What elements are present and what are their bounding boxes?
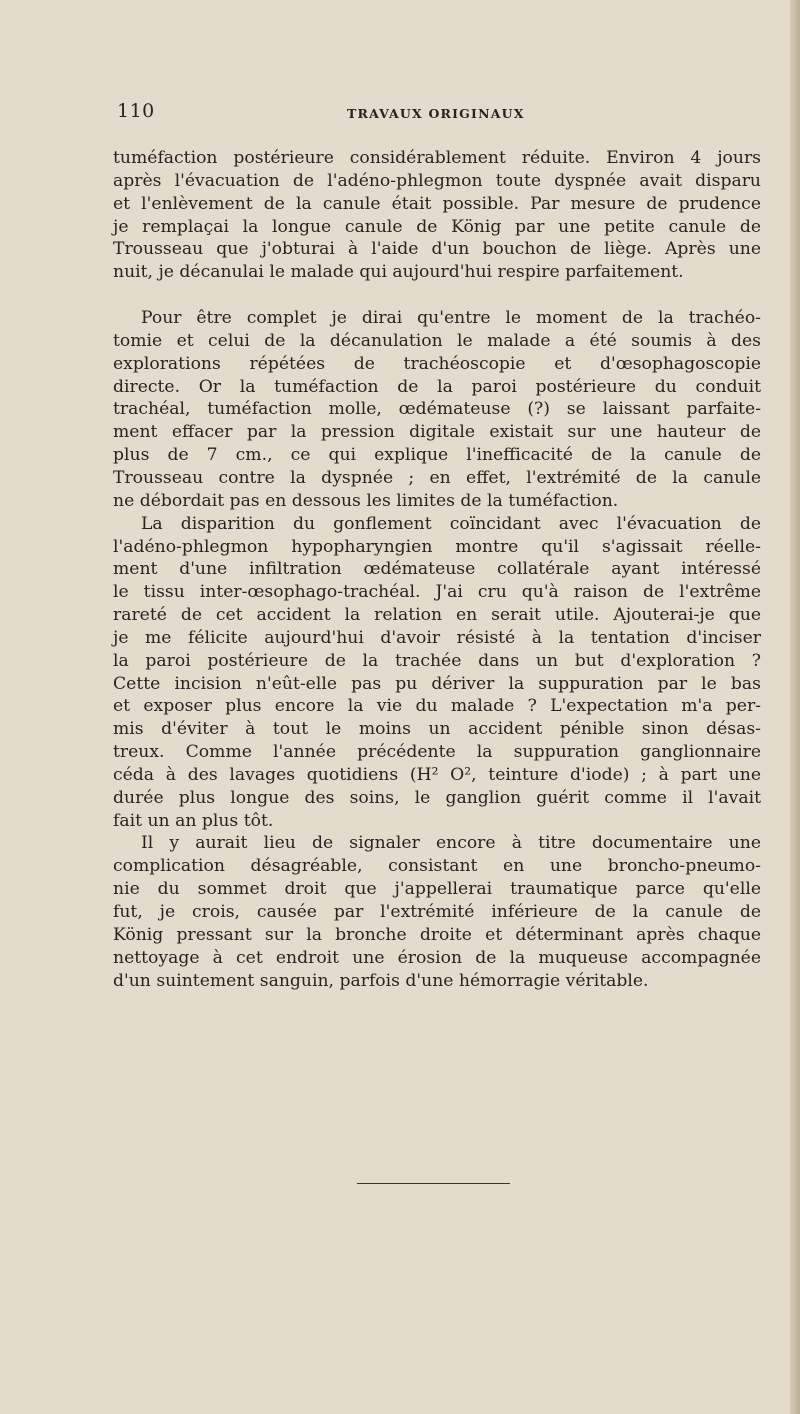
- paragraph: [113, 307, 761, 513]
- text-line: la paroi postérieure de la trachée dans un but d'exploration ?: [113, 650, 761, 671]
- paragraph: [113, 147, 761, 284]
- text-line: d'un suintement sanguin, parfois d'une hémorragie véritable.: [113, 970, 649, 991]
- text-line: l'adéno-phlegmon hypopharyngien montre qu'il s'agissait réelle-: [113, 536, 761, 557]
- text-line: rareté de cet accident la relation en serait utile. Ajouterai-je que: [113, 605, 761, 626]
- text-line: et l'enlèvement de la canule était possible. Par mesure de prudence: [113, 193, 761, 214]
- paragraph: [113, 513, 761, 833]
- text-line: König pressant sur la bronche droite et déterminant après chaque: [113, 924, 761, 945]
- text-line: Il y aurait lieu de signaler encore à titre documentaire une: [141, 833, 761, 854]
- text-line: durée plus longue des soins, le ganglion guérit comme il l'avait: [113, 787, 761, 808]
- scan-edge-shadow: [790, 0, 800, 1414]
- text-line: tuméfaction postérieure considérablement réduite. Environ 4 jours: [113, 148, 761, 168]
- text-line: le tissu inter-œsophago-trachéal. J'ai cru qu'à raison de l'extrême: [113, 582, 761, 603]
- body-text: [113, 147, 761, 992]
- text-line: plus de 7 cm., ce qui explique l'inefficacité de la canule de: [113, 445, 761, 466]
- text-line: céda à des lavages quotidiens (H² O², teinture d'iode) ; à part une: [113, 764, 761, 785]
- page-header: [117, 100, 762, 130]
- text-line: La disparition du gonflement coïncidant avec l'évacuation de: [141, 513, 761, 534]
- text-line: Trousseau contre la dyspnée ; en effet, l'extrémité de la canule: [113, 467, 761, 488]
- text-line: explorations répétées de trachéoscopie et d'œsophagoscopie: [113, 353, 761, 374]
- text-line: après l'évacuation de l'adéno-phlegmon toute dyspnée avait disparu: [113, 170, 761, 191]
- text-line: nettoyage à cet endroit une érosion de la muqueuse accompagnée: [113, 947, 761, 968]
- text-line: Trousseau que j'obturai à l'aide d'un bouchon de liège. Après une: [113, 239, 761, 260]
- running-title: TRAVAUX ORIGINAUX: [347, 106, 525, 121]
- section-end-rule: [357, 1183, 510, 1184]
- paragraph: [113, 832, 761, 992]
- text-line: je remplaçai la longue canule de König par une petite canule de: [113, 216, 761, 237]
- text-line: et exposer plus encore la vie du malade ? L'expectation m'a per-: [113, 696, 761, 717]
- text-line: complication désagréable, consistant en une broncho-pneumo-: [113, 856, 761, 877]
- text-line: ment effacer par la pression digitale existait sur une hauteur de: [113, 422, 761, 443]
- text-line: Pour être complet je dirai qu'entre le moment de la trachéo-: [141, 308, 761, 329]
- text-line: Cette incision n'eût-elle pas pu dériver la suppuration par le bas: [113, 673, 761, 694]
- page-number: 110: [117, 100, 155, 122]
- text-line: ment d'une infiltration œdémateuse collatérale ayant intéressé: [113, 559, 761, 580]
- text-line: directe. Or la tuméfaction de la paroi postérieure du conduit: [113, 376, 761, 397]
- text-line: nuit, je décanulai le malade qui aujourd'hui respire parfaitement.: [113, 262, 684, 283]
- text-line: trachéal, tuméfaction molle, œdémateuse (?) se laissant parfaite-: [113, 399, 761, 420]
- text-line: treux. Comme l'année précédente la suppuration ganglionnaire: [113, 742, 761, 763]
- text-line: nie du sommet droit que j'appellerai traumatique parce qu'elle: [113, 879, 761, 900]
- text-line: tomie et celui de la décanulation le malade a été soumis à des: [113, 330, 761, 351]
- text-line: fut, je crois, causée par l'extrémité inférieure de la canule de: [113, 902, 761, 922]
- text-line: je me félicite aujourd'hui d'avoir résisté à la tentation d'inciser: [113, 627, 761, 648]
- text-line: ne débordait pas en dessous les limites de la tuméfaction.: [113, 490, 619, 511]
- text-line: mis d'éviter à tout le moins un accident pénible sinon désas-: [113, 719, 761, 740]
- text-line: fait un an plus tôt.: [113, 810, 274, 831]
- paragraph-gap: [113, 284, 761, 307]
